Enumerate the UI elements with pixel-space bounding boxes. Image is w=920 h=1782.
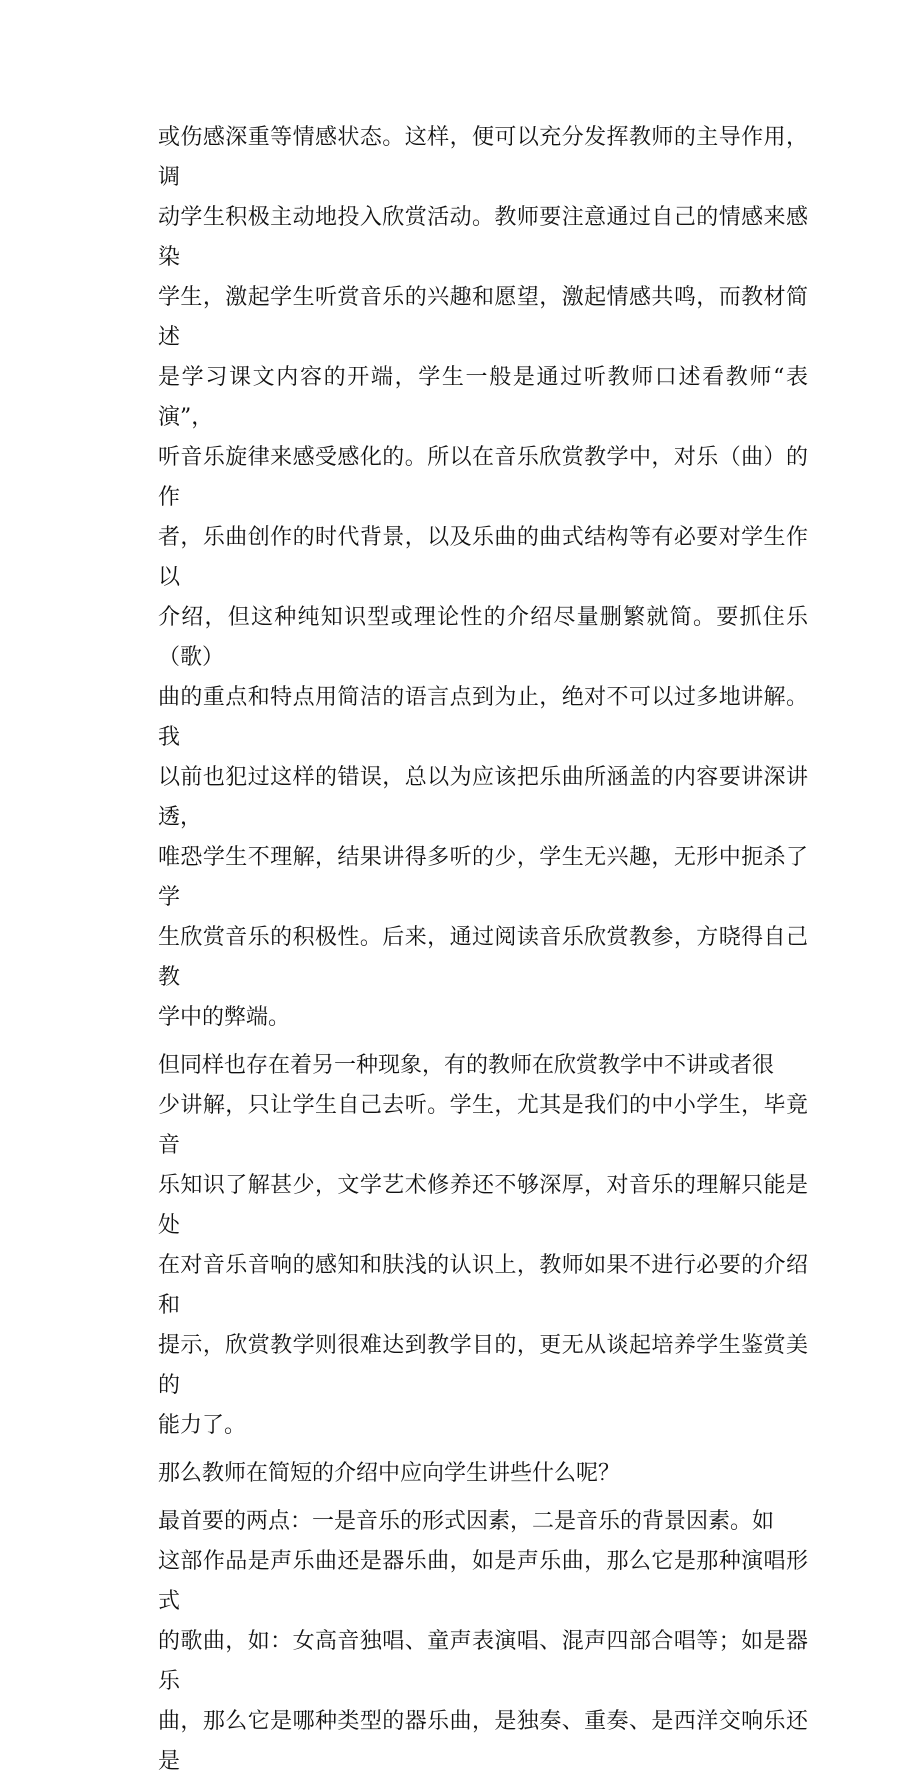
paragraph-2: 但同样也存在着另一种现象，有的教师在欣赏教学中不讲或者很 少讲解，只让学生自己去听。学生，尤其是我们的中小学生，毕竟音 乐知识了解甚少，文学艺术修养还不够深厚，对音乐的理解只能是处 在对音乐音响的感知和肤浅的认识上，教师如果不进行必要的介绍和 提示，欣赏教学则很难达到教学目的，更无从谈起培养学生鉴赏美的 能力了。 bbox=[158, 1053, 808, 1438]
paragraph-1: 或伤感深重等情感状态。这样，便可以充分发挥教师的主导作用，调 动学生积极主动地投入欣赏活动。教师要注意通过自己的情感来感染 学生，激起学生听赏音乐的兴趣和愿望，激起情感共鸣，而教材简述 是学习课文内容的开端，学生一般是通过听教师口述看教师“表演”， 听音乐旋律来感受感化的。所以在音乐欣赏教学中，对乐（曲）的作 者，乐曲创作的时代背景，以及乐曲的曲式结构等有必要对学生作以 介绍，但这种纯知识型或理论性的介绍尽量删繁就简。要抓住乐（歌） 曲的重点和特点用简洁的语言点到为止，绝对不可以过多地讲解。我 以前也犯过这样的错误，总以为应该把乐曲所涵盖的内容要讲深讲透， 唯恐学生不理解，结果讲得多听的少，学生无兴趣，无形中扼杀了学 生欣赏音乐的积极性。后来，通过阅读音乐欣赏教参，方晓得自己教 学中的弊端。 bbox=[158, 125, 808, 1030]
paragraph-3: 那么教师在简短的介绍中应向学生讲些什么呢？ bbox=[158, 1461, 621, 1486]
document-page bbox=[158, 118, 808, 1782]
paragraph-4: 最首要的两点：一是音乐的形式因素，二是音乐的背景因素。如 这部作品是声乐曲还是器乐曲，如是声乐曲，那么它是那种演唱形式 的歌曲，如：女高音独唱、童声表演唱、混声四部合唱等；如是器乐 曲，那么它是哪种类型的器乐曲，是独奏、重奏、是西洋交响乐还是 bbox=[158, 1509, 808, 1774]
